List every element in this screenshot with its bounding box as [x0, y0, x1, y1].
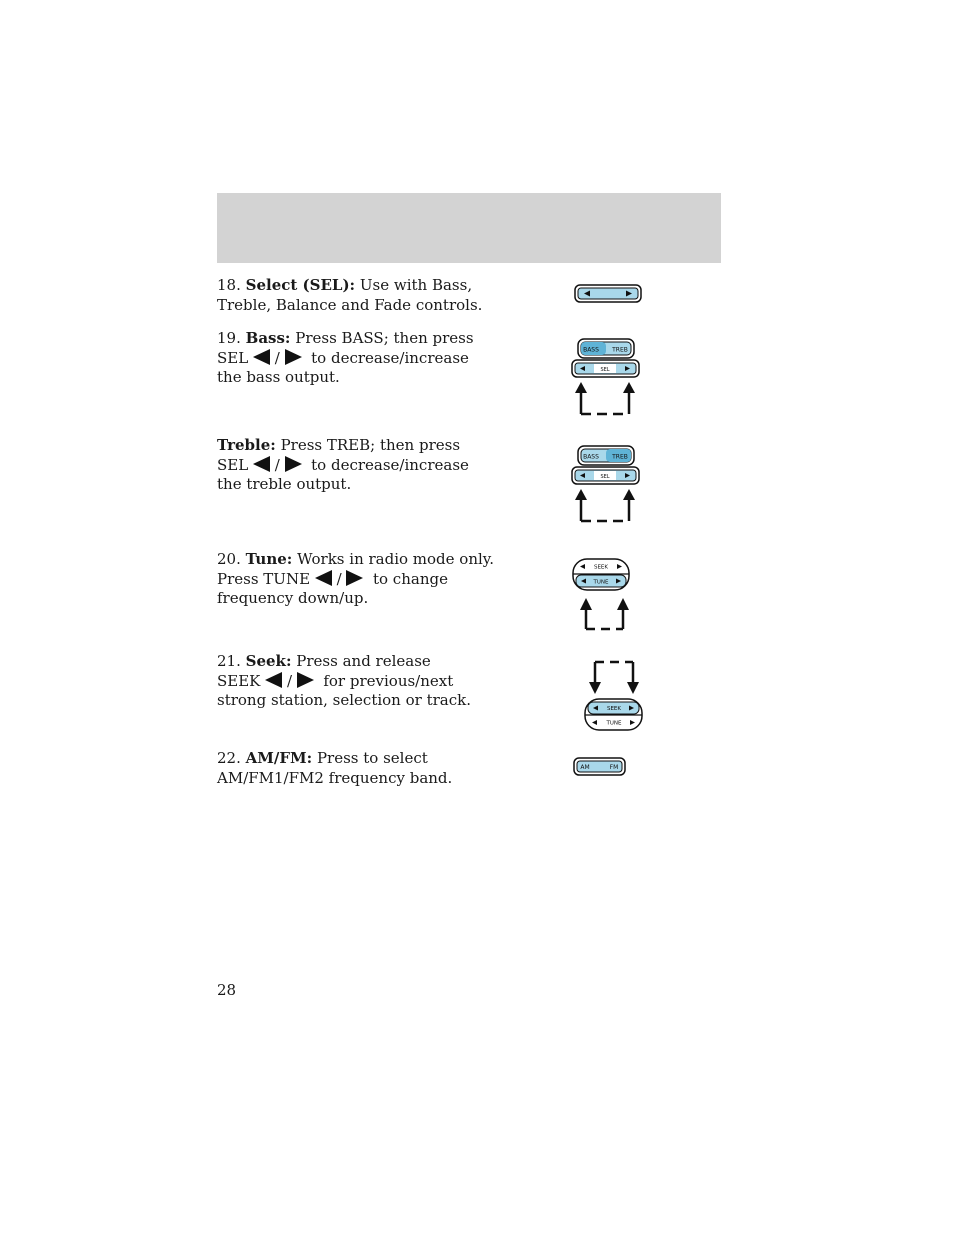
arrow-down-icon	[589, 682, 601, 694]
tune-control-illustration	[572, 558, 632, 634]
arrow-up-icon	[575, 489, 587, 500]
sel-rocker-illustration	[574, 284, 642, 304]
item-seek: 21. Seek: Press and release SEEK / for previous/next strong station, selection or track.	[217, 652, 471, 709]
triangle-left-icon	[253, 456, 270, 472]
header-band	[217, 193, 721, 263]
item-treble: Treble: Press TREB; then press SEL / to decrease/increase the treble output.	[217, 436, 469, 493]
triangle-right-icon	[346, 570, 363, 586]
triangle-right-icon	[297, 672, 314, 688]
sel-label: SEL	[600, 367, 610, 373]
tune-label: TUNE	[593, 579, 609, 586]
page-number: 28	[217, 981, 237, 999]
item-tune: 20. Tune: Works in radio mode only. Press TUNE / to change frequency down/up.	[217, 550, 495, 607]
sel-label: SEL	[600, 474, 610, 480]
triangle-left-icon	[265, 672, 282, 688]
arrow-up-icon	[623, 489, 635, 500]
bass-label: BASS	[583, 346, 599, 354]
treb-label: TREB	[612, 346, 628, 354]
treble-control-illustration	[570, 445, 642, 527]
triangle-left-icon	[315, 570, 332, 586]
seek-label: SEEK	[593, 564, 609, 571]
arrow-down-icon	[627, 682, 639, 694]
seek-label: SEEK	[606, 706, 622, 712]
fm-label: FM	[609, 763, 619, 771]
item-select-sel: 18. Select (SEL): Use with Bass, Treble, Balance and Fade controls.	[217, 276, 483, 314]
bass-label: BASS	[583, 453, 599, 461]
triangle-right-icon	[285, 456, 302, 472]
arrow-up-icon	[623, 382, 635, 393]
seek-control-illustration	[584, 660, 646, 732]
arrow-up-icon	[617, 598, 629, 610]
arrow-up-icon	[575, 382, 587, 393]
arrow-up-icon	[580, 598, 592, 610]
item-am-fm: 22. AM/FM: Press to select AM/FM1/FM2 frequency band.	[217, 749, 453, 787]
bass-control-illustration	[570, 338, 642, 420]
triangle-right-icon	[285, 349, 302, 365]
am-label: AM	[580, 763, 590, 771]
tune-label: TUNE	[606, 720, 622, 727]
treb-label: TREB	[612, 453, 628, 461]
am-fm-button-illustration	[573, 757, 627, 777]
item-bass: 19. Bass: Press BASS; then press SEL / to decrease/increase the bass output.	[217, 329, 474, 386]
triangle-left-icon	[253, 349, 270, 365]
